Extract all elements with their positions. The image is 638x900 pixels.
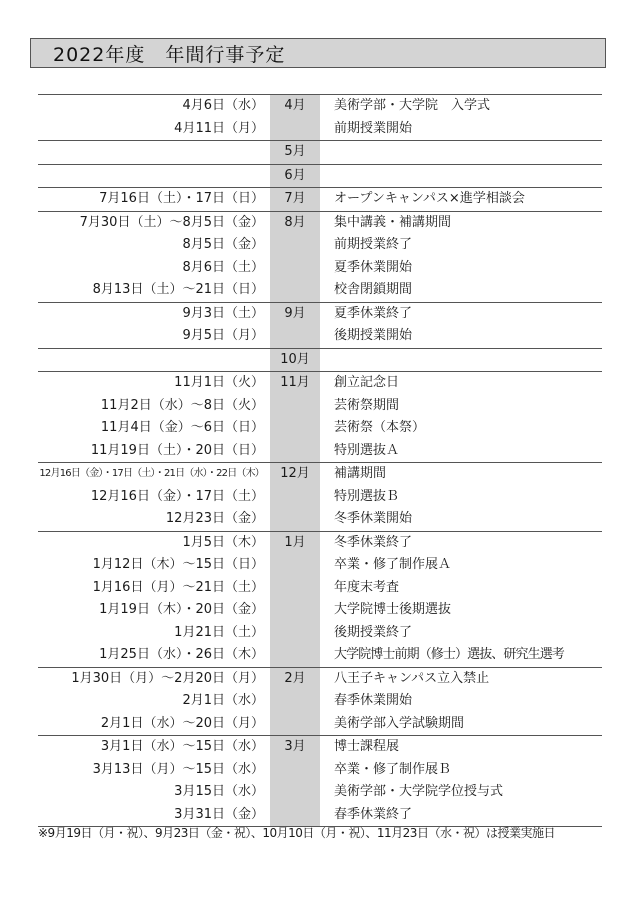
month-label: 7月 (284, 191, 306, 206)
schedule-row (38, 212, 602, 235)
schedule-row (38, 622, 602, 645)
event-date: 1月5日（木） (182, 534, 264, 550)
event-date: 9月5日（月） (182, 328, 264, 343)
schedule-row (38, 440, 602, 463)
event-name: 美術学部・大学院 入学式 (334, 98, 491, 113)
page-title (30, 38, 606, 68)
schedule-row (38, 644, 602, 667)
event-name: 創立記念日 (334, 375, 400, 390)
month-group (38, 303, 602, 349)
month-label: 8月 (284, 214, 306, 230)
schedule-row (38, 781, 602, 804)
event-name: 校舎閉鎖期間 (334, 282, 413, 297)
schedule-row (38, 118, 602, 141)
event-date: 11月1日（火） (174, 375, 264, 390)
month-group (38, 668, 602, 737)
event-name: 夏季休業開始 (334, 259, 413, 275)
event-name: 美術学部・大学院学位授与式 (334, 784, 504, 799)
event-name: 冬季休業開始 (334, 511, 413, 526)
event-date: 9月3日（土） (182, 305, 264, 321)
event-date: 12月16日（金）・17日（土）・21日（水）・22日（木） (39, 468, 264, 479)
schedule-row (38, 577, 602, 600)
event-date: 3月13日（月）～15日（水） (92, 761, 264, 777)
event-name: 芸術祭（本祭） (334, 420, 426, 435)
event-name: 後期授業開始 (334, 328, 413, 343)
event-name: 大学院博士後期選抜 (334, 602, 452, 617)
event-name: 大学院博士前期（修士）選抜、研究生選考 (334, 647, 564, 662)
schedule-row (38, 303, 602, 326)
event-date: 1月19日（木）・20日（金） (99, 602, 264, 617)
event-date: 3月15日（水） (174, 784, 264, 799)
event-name: 補講期間 (334, 466, 387, 481)
event-date: 7月30日（土）～8月5日（金） (79, 214, 264, 230)
event-name: 前期授業終了 (334, 237, 413, 252)
footnote: ※9月19日（月・祝）、9月23日（金・祝）、10月10日（月・祝）、11月23日（水・祝）は授業実施日 (38, 826, 555, 840)
event-name: 卒業・修了制作展Ｂ (334, 761, 452, 777)
event-name: 春季休業開始 (334, 693, 413, 708)
event-date: 1月12日（木）～15日（日） (92, 557, 264, 572)
event-date: 4月11日（月） (174, 120, 264, 136)
schedule-row (38, 349, 602, 372)
event-name: 特別選抜Ａ (334, 442, 400, 458)
event-date: 11月4日（金）～6日（日） (100, 420, 264, 435)
month-group (38, 95, 602, 141)
month-group (38, 165, 602, 189)
event-name: 前期授業開始 (334, 120, 413, 136)
month-label: 4月 (284, 98, 306, 113)
schedule-row (38, 486, 602, 509)
event-name: 年度末考査 (334, 579, 400, 595)
month-label: 9月 (284, 305, 306, 321)
event-name: 美術学部入学試験期間 (334, 715, 465, 731)
month-label: 11月 (280, 375, 310, 390)
event-date: 2月1日（水） (182, 693, 264, 708)
month-group (38, 188, 602, 212)
event-name: 特別選抜Ｂ (334, 488, 400, 504)
event-date: 1月30日（月）～2月20日（月） (71, 670, 264, 686)
event-date: 11月19日（土）・20日（日） (90, 442, 264, 458)
schedule-row (38, 599, 602, 622)
event-date: 8月13日（土）～21日（日） (92, 282, 264, 297)
month-label: 6月 (284, 167, 306, 183)
event-name: 冬季休業終了 (334, 534, 413, 550)
schedule-row (38, 372, 602, 395)
schedule-row (38, 188, 602, 211)
event-date: 1月21日（土） (174, 624, 264, 640)
schedule-row (38, 234, 602, 257)
month-group (38, 349, 602, 373)
schedule-row (38, 804, 602, 827)
event-date: 8月5日（金） (182, 237, 264, 252)
schedule-row (38, 713, 602, 736)
schedule-row (38, 532, 602, 555)
schedule-row (38, 759, 602, 782)
event-date: 11月2日（水）～8日（火） (100, 397, 264, 413)
event-date: 3月1日（水）～15日（水） (100, 739, 264, 754)
schedule-row (38, 736, 602, 759)
schedule-row (38, 668, 602, 691)
month-group (38, 532, 602, 668)
month-group (38, 141, 602, 165)
schedule-row (38, 257, 602, 280)
event-name: 博士課程展 (334, 739, 400, 754)
schedule-row (38, 690, 602, 713)
event-date: 12月16日（金）・17日（土） (90, 488, 264, 504)
event-date: 12月23日（金） (165, 511, 264, 526)
event-date: 1月16日（月）～21日（土） (92, 579, 264, 595)
event-name: オープンキャンパス×進学相談会 (334, 191, 525, 206)
month-label: 2月 (284, 670, 306, 686)
event-name: 集中講義・補講期間 (334, 214, 452, 230)
schedule-row (38, 325, 602, 348)
event-date: 4月6日（水） (182, 98, 264, 113)
month-label: 12月 (280, 466, 310, 481)
schedule-row (38, 165, 602, 188)
page-title-text: 2022年度 年間行事予定 (53, 43, 286, 66)
event-name: 芸術祭期間 (334, 397, 400, 413)
event-date: 1月25日（水）・26日（木） (99, 647, 264, 662)
schedule-row (38, 395, 602, 418)
schedule-row (38, 95, 602, 118)
event-name: 卒業・修了制作展Ａ (334, 557, 452, 572)
schedule-row (38, 463, 602, 486)
event-name: 春季休業終了 (334, 806, 413, 822)
month-group (38, 372, 602, 463)
schedule-row (38, 417, 602, 440)
schedule-row (38, 141, 602, 164)
event-date: 3月31日（金） (174, 806, 264, 822)
schedule-row (38, 279, 602, 302)
event-date: 8月6日（土） (182, 259, 264, 275)
month-group (38, 212, 602, 303)
event-name: 後期授業終了 (334, 624, 413, 640)
month-group (38, 736, 602, 827)
schedule-row (38, 508, 602, 531)
month-label: 5月 (284, 144, 306, 159)
event-date: 7月16日（土）・17日（日） (99, 191, 264, 206)
event-name: 夏季休業終了 (334, 305, 413, 321)
schedule-row (38, 554, 602, 577)
month-group (38, 463, 602, 532)
month-label: 1月 (284, 534, 306, 550)
event-name: 八王子キャンパス立入禁止 (334, 670, 490, 686)
event-date: 2月1日（水）～20日（月） (100, 715, 264, 731)
month-label: 10月 (280, 351, 310, 367)
month-label: 3月 (284, 739, 306, 754)
schedule-table (38, 94, 602, 827)
